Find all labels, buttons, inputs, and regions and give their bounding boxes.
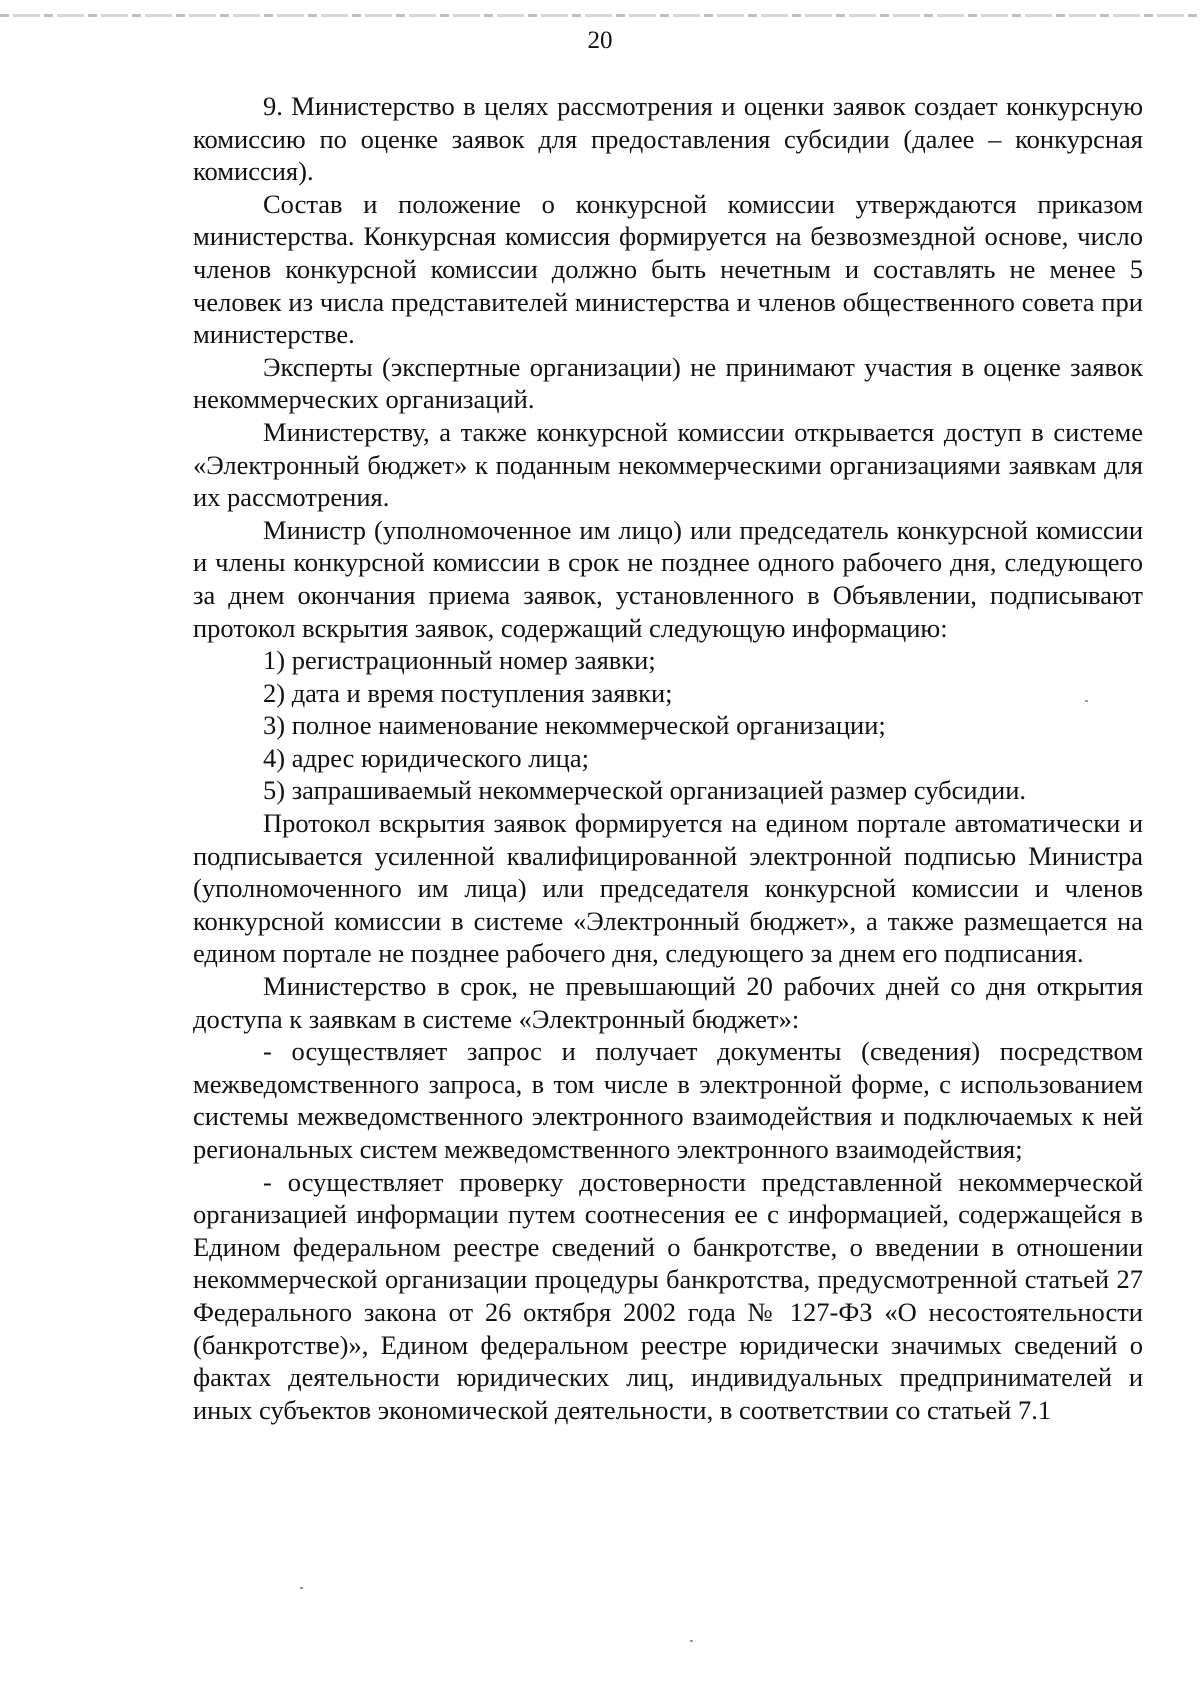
list-item: 4) адрес юридического лица; xyxy=(263,742,589,773)
scan-edge-artifact xyxy=(0,14,1200,17)
list-item: 5) запрашиваемый некоммерческой организацией размер субсидии. xyxy=(263,775,1027,806)
list-item: 3) полное наименование некоммерческой организации; xyxy=(263,710,886,741)
paragraph-item-9: 9. Министерство в целях рассмотрения и оценки заявок создает конкурсную комиссию по оценке заявок для предоставления субсидии (далее – конкурсная комиссия). xyxy=(193,91,1143,187)
paragraph-opening-protocol: Министр (уполномоченное им лицо) или председатель конкурсной комиссии и члены конкурсной комиссии в срок не позднее одного рабочего дня, следующего за днем окончания приема заявок, установленного в Объявлении, подписывают протокол вскрытия заявок, содержащий следующую информацию: xyxy=(193,514,1143,643)
document-body xyxy=(193,90,1143,1426)
scan-speck xyxy=(1085,700,1088,702)
list-item: 2) дата и время поступления заявки; xyxy=(263,677,673,708)
scan-speck xyxy=(300,1587,303,1589)
page-number: 20 xyxy=(587,27,613,54)
paragraph-commission-composition: Состав и положение о конкурсной комиссии утверждаются приказом министерства. Конкурсная комиссия формируется на безвозмездной основе, число членов конкурсной комиссии должно быть нечетным и составлять не менее 5 человек из числа представителей министерства и членов общественного совета при министерстве. xyxy=(193,188,1143,350)
paragraph-interagency-request: - осуществляет запрос и получает документы (сведения) посредством межведомственного запроса, в том числе в электронной форме, с использованием системы межведомственного электронного взаимодействия и подключаемых к ней региональных систем межведомственного электронного взаимодействия; xyxy=(193,1036,1143,1164)
paragraph-review-term: Министерство в срок, не превышающий 20 рабочих дней со дня открытия доступа к заявкам в системе «Электронный бюджет»: xyxy=(193,971,1143,1034)
paragraph-protocol-signing: Протокол вскрытия заявок формируется на едином портале автоматически и подписывается усиленной квалифицированной электронной подписью Министра (уполномоченного им лица) или председателя конкурсной комиссии и членов конкурсной комиссии в системе «Электронный бюджет», а также размещается на едином портале не позднее рабочего дня, следующего за днем его подписания. xyxy=(193,808,1143,969)
paragraph-verification: - осуществляет проверку достоверности представленной некоммерческой организацией информации путем соотнесения ее с информацией, содержащейся в Едином федеральном реестре сведений о банкротстве, о введении в отношении некоммерческой организации процедуры банкротства, предусмотренной статьей 27 Федерального закона от 26 октября 2002 года № 127-ФЗ «О несостоятельности (банкротстве)», Едином федеральном реестре юридически значимых сведений о фактах деятельности юридических лиц, индивидуальных предпринимателей и иных субъектов экономической деятельности, в соответствии со статьей 7.1 xyxy=(193,1166,1143,1425)
scan-speck xyxy=(690,1640,693,1642)
paragraph-experts: Эксперты (экспертные организации) не принимают участия в оценке заявок некоммерческих организаций. xyxy=(193,351,1143,415)
list-item: 1) регистрационный номер заявки; xyxy=(263,645,656,676)
paragraph-system-access: Министерству, а также конкурсной комиссии открывается доступ в системе «Электронный бюджет» к поданным некоммерческими организациями заявкам для их рассмотрения. xyxy=(193,416,1143,513)
